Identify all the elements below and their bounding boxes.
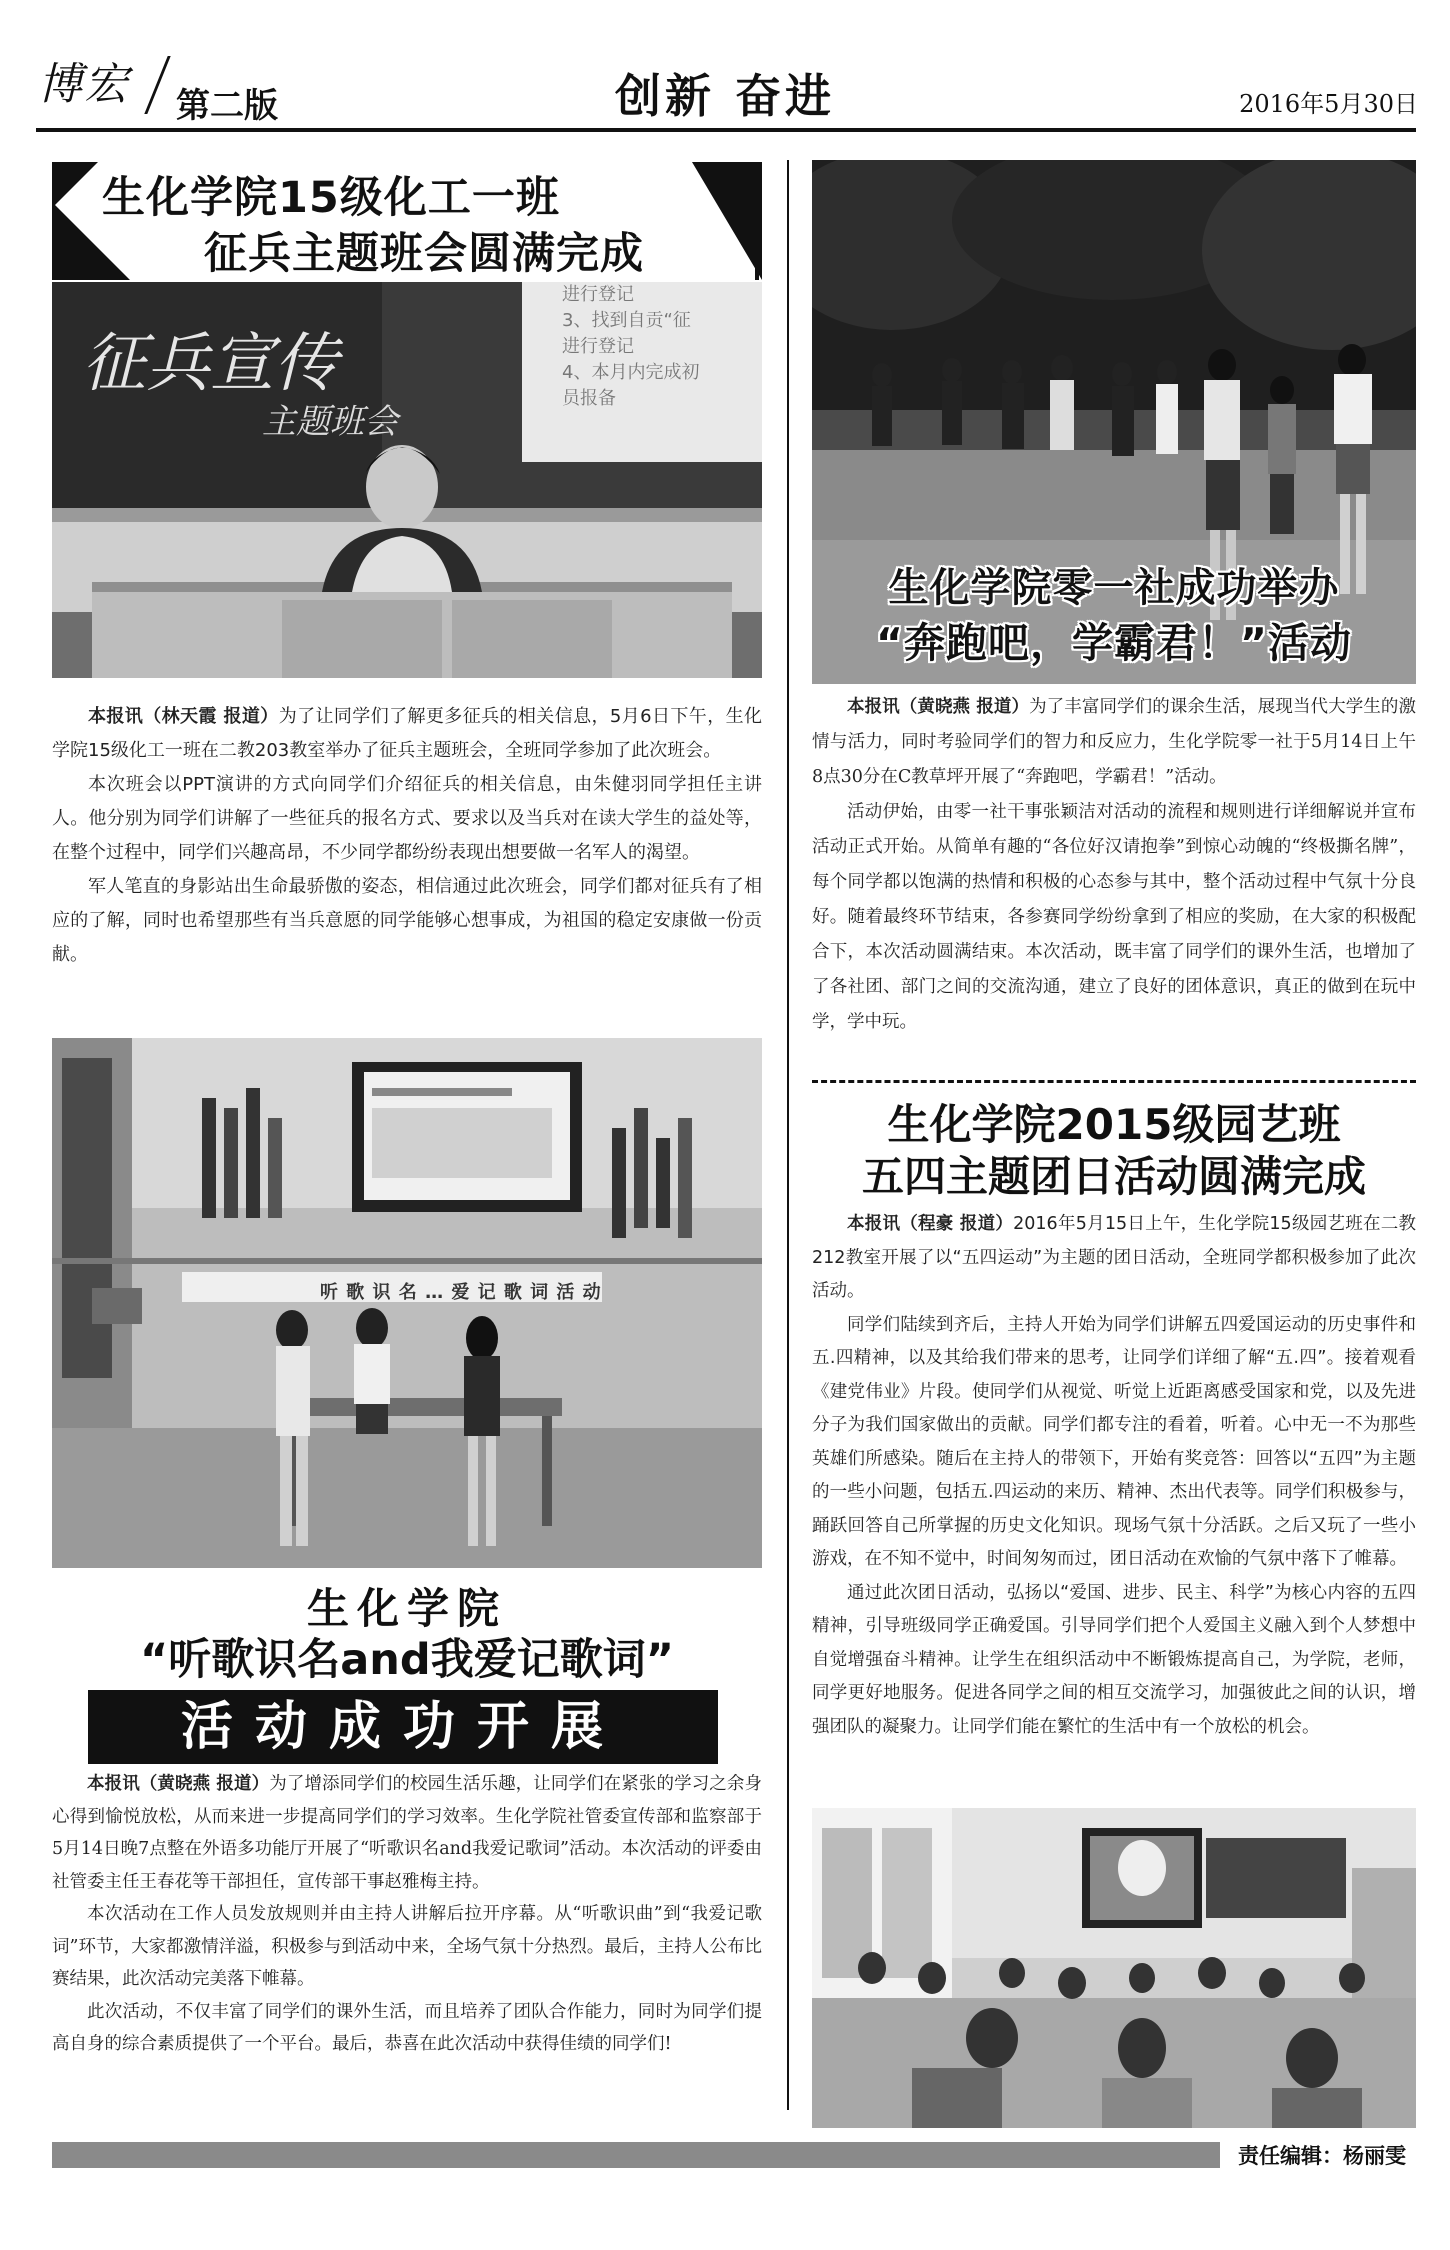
responsible-editor: 责任编辑：杨丽雯 [1238,2144,1406,2168]
article4-headline-line2: 五四主题团日活动圆满完成 [861,1152,1366,1201]
article4-p1: 2016年5月15日上午，生化学院15级园艺班在二教212教室开展了以“五四运动”为主题的团日活动，全班同学都积极参加了此次活动。 [812,1214,1416,1301]
article3-p2: 本次活动在工作人员发放规则并由主持人讲解后拉开序幕。从“听歌识曲”到“我爱记歌词”环节，大家都激情洋溢，积极参与到活动中来，全场气氛十分热烈。最后，主持人公布比赛结果，此次活动完美落下帷幕。 [52,1904,762,1989]
screen-line: 进行登记 [562,284,634,305]
article2-headline-line2: “奔跑吧，学霸君！”活动 [876,619,1352,667]
article4-p3: 通过此次团日活动，弘扬以“爱国、进步、民主、科学”为核心内容的五四精神，引导班级同学正确爱国。引导同学们把个人爱国主义融入到个人梦想中自觉增强奋斗精神。让学生在组织活动中不断锻炼提高自己，为学院，老师，同学更好地服务。促进各同学之间的相互交流学习，加强彼此之间的认识，增强团队的凝聚力。让同学们能在繁忙的生活中有一个放松的机会。 [812,1582,1416,1737]
article3-paragraph [52,1768,762,1898]
page-title: 创新 奋进 [614,69,835,123]
article4-p2: 同学们陆续到齐后，主持人开始为同学们讲解五四爱国运动的历史事件和五.四精神，以及其给我们带来的思考，让同学们详细了解“五.四”。接着观看《建党伟业》片段。使同学们从视觉、听觉上近距离感受国家和党，以及先进分子为我们国家做出的贡献。同学们都专注的看着，听着。心中无一不为那些英雄们所感染。随后在主持人的带领下，开始有奖竞答：回答以“五四”为主题的一些小问题，包括五.四运动的来历、精神、杰出代表等。同学们积极参与，踊跃回答自己所掌握的历史文化知识。现场气氛十分活跃。之后又玩了一些小游戏，在不知不觉中，时间匆匆而过，团日活动在欢愉的气氛中落下了帷幕。 [812,1314,1416,1569]
edition-label: 第二版 [176,86,278,126]
screen-line: 3、找到自贡“征 [562,310,691,331]
article1-byline: 本报讯（林天霞 报道） [88,706,279,727]
article3-byline: 本报讯（黄晓燕 报道） [87,1774,270,1794]
article2-paragraph [812,690,1416,795]
article3-headline-line3: 活动成功开展 [180,1697,625,1757]
article3-p1: 为了增添同学们的校园生活乐趣，让同学们在紧张的学习之余身心得到愉悦放松，从而来进一步提高同学们的学习效率。生化学院社管委宣传部和监察部于5月14日晚7点整在外语多功能厅开展了“听歌识名and我爱记歌词”活动。本次活动的评委由社管委主任王春花等干部担任，宣传部干事赵雅梅主持。 [52,1774,763,1892]
article1-photo [52,282,762,678]
screen-line: 4、本月内完成初 [562,362,700,383]
article1-paragraph [52,700,762,768]
article2-headline-line1: 生化学院零一社成功举办 [888,565,1340,611]
article2-body [812,690,1416,1040]
article4-paragraph [812,1208,1416,1309]
board-title-text: 征兵宣传 [82,327,338,401]
screen-line: 进行登记 [562,336,634,357]
article3-headline-line2: “听歌识名and我爱记歌词” [140,1635,674,1685]
article1-p1: 为了让同学们了解更多征兵的相关信息，5月6日下午，生化学院15级化工一班在二教203教室举办了征兵主题班会，全班同学参加了此次班会。 [52,706,763,761]
article4-headline-line1: 生化学院2015级园艺班 [887,1100,1341,1149]
board-subtitle-text: 主题班会 [262,402,398,442]
article1-body [52,700,762,972]
photo-banner-text: 听 歌 识 名 … 爱 记 歌 词 活 动 [320,1282,602,1303]
article1-headline-line2: 征兵主题班会圆满完成 [204,229,644,279]
article3-body [52,1768,762,2061]
issue-date: 2016年5月30日 [1239,90,1418,118]
article1-p2: 本次班会以PPT演讲的方式向同学们介绍征兵的相关信息，由朱健羽同学担任主讲人。他分别为同学们讲解了一些征兵的报名方式、要求以及当兵对在读大学生的益处等，在整个过程中，同学们兴趣高昂，不少同学都纷纷表现出想要做一名军人的渴望。 [52,774,762,863]
article4-byline: 本报讯（程豪 报道） [847,1214,1014,1234]
article2-photo [812,160,1416,684]
article1-headline-line1: 生化学院15级化工一班 [102,173,560,223]
column-divider [787,160,789,2110]
footer-bar [52,2142,1220,2168]
article1-p3: 军人笔直的身影站出生命最骄傲的姿态，相信通过此次班会，同学们都对征兵有了相应的了解，同时也希望那些有当兵意愿的同学能够心想事成，为祖国的稳定安康做一份贡献。 [52,876,762,965]
screen-line: 员报备 [562,388,616,409]
article1-headline-box [52,162,762,280]
screen-slide-text [562,282,752,412]
article2-byline: 本报讯（黄晓燕 报道） [847,697,1030,717]
article3-p3: 此次活动，不仅丰富了同学们的课外生活，而且培养了团队合作能力，同时为同学们提高自身的综合素质提供了一个平台。最后，恭喜在此次活动中获得佳绩的同学们! [52,2001,762,2054]
masthead-rule [36,128,1416,132]
article3-photo [52,1038,762,1568]
article3-headline-line1: 生化学院 [306,1584,507,1633]
article2-p2: 活动伊始，由零一社干事张颖洁对活动的流程和规则进行详细解说并宣布活动正式开始。从简单有趣的“各位好汉请抱拳”到惊心动魄的“终极撕名牌”，每个同学都以饱满的热情和积极的心态参与其中，整个活动过程中气氛十分良好。随着最终环节结束，各参赛同学纷纷拿到了相应的奖励，在大家的积极配合下，本次活动圆满结束。本次活动，既丰富了同学们的课外生活，也增加了了各社团、部门之间的交流沟通，建立了良好的团体意识，真正的做到在玩中学，学中玩。 [812,802,1416,1032]
article3-headline-banner [88,1690,718,1764]
article4-top-rule [812,1080,1416,1083]
masthead-logo: 博宏 [38,59,130,110]
article2-p1: 为了丰富同学们的课余生活，展现当代大学生的激情与活力，同时考验同学们的智力和反应力，生化学院零一社于5月14日上午8点30分在C教草坪开展了“奔跑吧，学霸君！”活动。 [812,697,1416,787]
article4-body [812,1208,1416,1744]
article4-photo [812,1808,1416,2128]
